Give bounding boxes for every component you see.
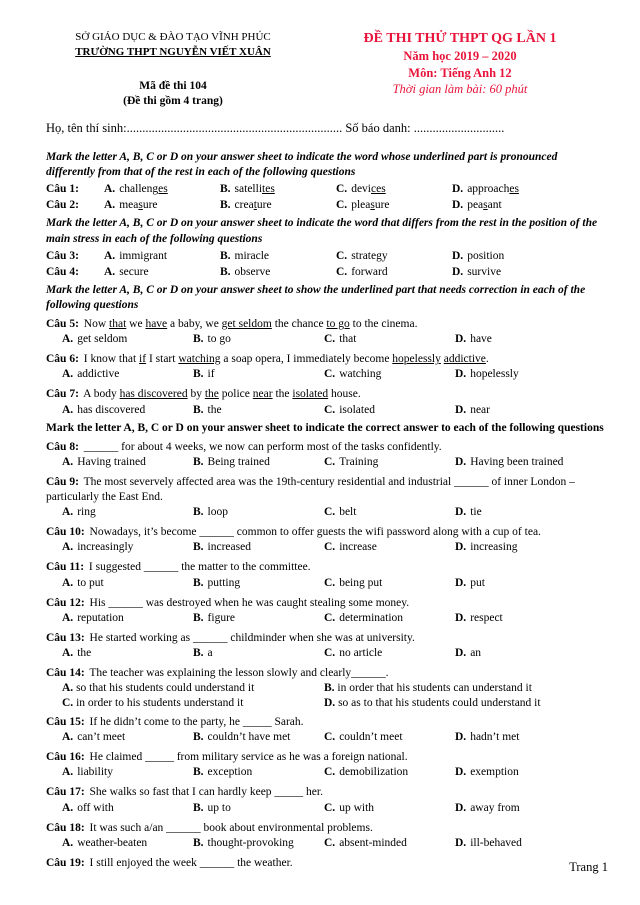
option-a: A. has discovered <box>62 403 146 416</box>
question-8-stem: Câu 8: ______ for about 4 weeks, we now can perform most of the tasks confidently. <box>46 440 442 453</box>
option-d: D. peasant <box>452 199 502 212</box>
question-5-options <box>46 332 606 348</box>
question-number: Câu 12: <box>46 596 85 609</box>
option-c: C. Training <box>324 455 379 468</box>
option-d: D. position <box>452 249 505 262</box>
exam-title: ĐỀ THI THỬ THPT QG LẦN 1 <box>363 31 557 46</box>
option-c: C. that <box>324 333 357 346</box>
question-11-options <box>46 576 606 592</box>
option-b: B. satellites <box>220 183 275 196</box>
question-number: Câu 5: <box>46 318 79 331</box>
question-5-stem: Câu 5: Now that we have a baby, we get seldom the chance to go to the cinema. <box>46 318 418 331</box>
question-number: Câu 13: <box>46 631 85 644</box>
question-number: Câu 8: <box>46 440 79 453</box>
question-4 <box>46 265 606 281</box>
header-left <box>38 30 308 109</box>
option-b: B. miracle <box>220 249 270 262</box>
question-18-options <box>46 836 606 852</box>
option-c: C. pleasure <box>336 199 390 212</box>
option-b: B. figure <box>193 611 236 624</box>
question-15-stem: Câu 15: If he didn’t come to the party, he _____ Sarah. <box>46 716 304 729</box>
option-d: D. near <box>455 403 490 416</box>
question-19-stem: Câu 19: I still enjoyed the week ______ the weather. <box>46 856 293 869</box>
question-number: Câu 6: <box>46 353 79 366</box>
question-2 <box>46 198 606 214</box>
option-a: A. get seldom <box>62 333 128 346</box>
option-d: D. survive <box>452 265 502 278</box>
question-13-options <box>46 646 606 662</box>
exam-content <box>46 148 606 871</box>
option-a: A. reputation <box>62 611 124 624</box>
question-12-stem: Câu 12: His ______ was destroyed when he was caught stealing some money. <box>46 596 410 609</box>
question-18-stem: Câu 18: It was such a/an ______ book about environmental problems. <box>46 821 373 834</box>
option-a: A. liability <box>62 766 113 779</box>
question-number: Câu 18: <box>46 821 85 834</box>
question-number: Câu 7: <box>46 388 79 401</box>
option-c: C. determination <box>324 611 404 624</box>
question-9-stem: Câu 9: The most severvely affected area was the 19th-century residential and industrial ______ of inner London – particularly the East End. <box>46 475 575 504</box>
question-number: Câu 1: <box>46 183 79 196</box>
student-name-blank: ..................................................................... <box>126 121 343 135</box>
option-c: C. belt <box>324 506 357 519</box>
question-16-options <box>46 765 606 781</box>
option-b: B. in order that his students can understand it <box>324 682 532 695</box>
option-b: B. up to <box>193 801 231 814</box>
option-a: A. the <box>62 646 92 659</box>
question-number: Câu 14: <box>46 666 85 679</box>
option-d: D. approaches <box>452 183 519 196</box>
question-12-options <box>46 611 606 627</box>
option-a: A. secure <box>104 265 149 278</box>
instruction-correction: Mark the letter A, B, C or D on your answer sheet to show the underlined part that needs correction in each of the following questions <box>46 283 586 311</box>
question-9-options <box>46 505 606 521</box>
question-7-options <box>46 403 606 419</box>
option-a: A. challenges <box>104 183 168 196</box>
question-6-stem: Câu 6: I know that if I start watching a soap opera, I immediately become hopelessly addictive. <box>46 353 489 366</box>
option-c: C. isolated <box>324 403 375 416</box>
question-number: Câu 11: <box>46 561 85 574</box>
instruction-pronunciation: Mark the letter A, B, C or D on your answer sheet to indicate the word whose underlined part is pronounced differently from that of the rest in each of the following questions <box>46 151 558 179</box>
question-11-stem: Câu 11: I suggested ______ the matter to the committee. <box>46 561 311 574</box>
question-17-options <box>46 801 606 817</box>
option-a: A. immigrant <box>104 249 168 262</box>
option-b: B. couldn’t have met <box>193 731 291 744</box>
option-a: A. to put <box>62 576 104 589</box>
question-number: Câu 3: <box>46 249 79 262</box>
option-c: C. forward <box>336 265 388 278</box>
option-a: A. weather-beaten <box>62 836 148 849</box>
question-10-options <box>46 540 606 556</box>
option-b: B. a <box>193 646 213 659</box>
option-a: A. can’t meet <box>62 731 126 744</box>
option-c: C. demobilization <box>324 766 409 779</box>
option-b: B. to go <box>193 333 231 346</box>
page-header <box>38 30 610 108</box>
option-b: B. Being trained <box>193 455 270 468</box>
header-right <box>310 30 610 98</box>
option-c: C. strategy <box>336 249 388 262</box>
option-b: B. observe <box>220 265 271 278</box>
question-17-stem: Câu 17: She walks so fast that I can hardly keep _____ her. <box>46 786 323 799</box>
question-number: Câu 15: <box>46 716 85 729</box>
option-c: C. watching <box>324 368 382 381</box>
school-year: Năm học 2019 – 2020 <box>403 49 517 64</box>
question-1 <box>46 182 606 198</box>
question-6-options <box>46 367 606 383</box>
instruction-correct-answer: Mark the letter A, B, C or D on your answer sheet to indicate the correct answer to each of the following questions <box>46 421 604 434</box>
question-number: Câu 17: <box>46 786 85 799</box>
option-d: D. tie <box>455 506 482 519</box>
question-number: Câu 9: <box>46 475 79 488</box>
option-c: C. up with <box>324 801 375 814</box>
option-c: C. absent-minded <box>324 836 407 849</box>
option-b: B. putting <box>193 576 241 589</box>
exam-duration: Thời gian làm bài: 60 phút <box>392 82 528 97</box>
student-name-label: Họ, tên thí sinh: <box>46 121 127 135</box>
option-c: C. devices <box>336 183 386 196</box>
department-name: SỞ GIÁO DỤC & ĐÀO TẠO VĨNH PHÚC <box>75 31 271 43</box>
question-14-options-row-2 <box>46 696 606 711</box>
option-d: D. exemption <box>455 766 519 779</box>
student-id-label: Số báo danh: <box>342 121 414 135</box>
page-count-note: (Đề thi gồm 4 trang) <box>123 95 223 108</box>
option-c: C. no article <box>324 646 383 659</box>
exam-subject: Môn: Tiếng Anh 12 <box>408 65 512 80</box>
question-15-options <box>46 730 606 746</box>
option-a: A. off with <box>62 801 114 814</box>
option-c: C. being put <box>324 576 383 589</box>
question-number: Câu 19: <box>46 856 85 869</box>
question-number: Câu 2: <box>46 199 79 212</box>
option-d: D. so as to that his students could understand it <box>324 697 541 710</box>
option-b: B. creature <box>220 199 272 212</box>
question-14-options-row-1 <box>46 681 606 696</box>
instruction-stress: Mark the letter A, B, C or D on your answer sheet to indicate the word that differs from the rest in the position of the main stress in each of the following questions <box>46 217 598 245</box>
student-id-blank: ............................. <box>413 121 505 135</box>
question-number: Câu 16: <box>46 751 85 764</box>
option-d: D. respect <box>455 611 503 624</box>
student-info-line <box>46 120 504 137</box>
option-a: A. Having trained <box>62 455 146 468</box>
option-a: A. addictive <box>62 368 120 381</box>
option-b: B. loop <box>193 506 228 519</box>
option-c: C. increase <box>324 541 377 554</box>
question-14-stem: Câu 14: The teacher was explaining the lesson slowly and clearly______. <box>46 666 389 679</box>
question-number: Câu 4: <box>46 265 79 278</box>
option-b: B. exception <box>193 766 253 779</box>
option-b: B. if <box>193 368 215 381</box>
question-10-stem: Câu 10: Nowadays, it’s become ______ common to offer guests the wifi password along with a cup of tea. <box>46 526 541 539</box>
option-c: C. couldn’t meet <box>324 731 403 744</box>
option-d: D. ill-behaved <box>455 836 522 849</box>
school-name: TRƯỜNG THPT NGUYỄN VIẾT XUÂN <box>75 45 271 58</box>
option-d: D. have <box>455 333 492 346</box>
option-a: A. ring <box>62 506 96 519</box>
question-number: Câu 10: <box>46 526 85 539</box>
question-13-stem: Câu 13: He started working as ______ childminder when she was at university. <box>46 631 415 644</box>
option-a: A. increasingly <box>62 541 134 554</box>
option-d: D. hadn’t met <box>455 731 520 744</box>
option-d: D. Having been trained <box>455 455 564 468</box>
option-c: C. in order to his students understand it <box>62 697 244 710</box>
option-a: A. so that his students could understand it <box>62 682 255 695</box>
page-number: Trang 1 <box>569 859 608 874</box>
option-d: D. an <box>455 646 482 659</box>
option-d: D. put <box>455 576 485 589</box>
question-7-stem: Câu 7: A body has discovered by the police near the isolated house. <box>46 388 361 401</box>
option-b: B. thought-provoking <box>193 836 294 849</box>
option-d: D. hopelessly <box>455 368 519 381</box>
option-d: D. away from <box>455 801 520 814</box>
exam-code: Mã đề thi 104 <box>139 80 207 93</box>
option-b: B. the <box>193 403 222 416</box>
question-8-options <box>46 455 606 471</box>
option-b: B. increased <box>193 541 251 554</box>
question-16-stem: Câu 16: He claimed _____ from military service as he was a foreign national. <box>46 751 408 764</box>
option-a: A. measure <box>104 199 158 212</box>
question-3 <box>46 249 606 265</box>
option-d: D. increasing <box>455 541 518 554</box>
